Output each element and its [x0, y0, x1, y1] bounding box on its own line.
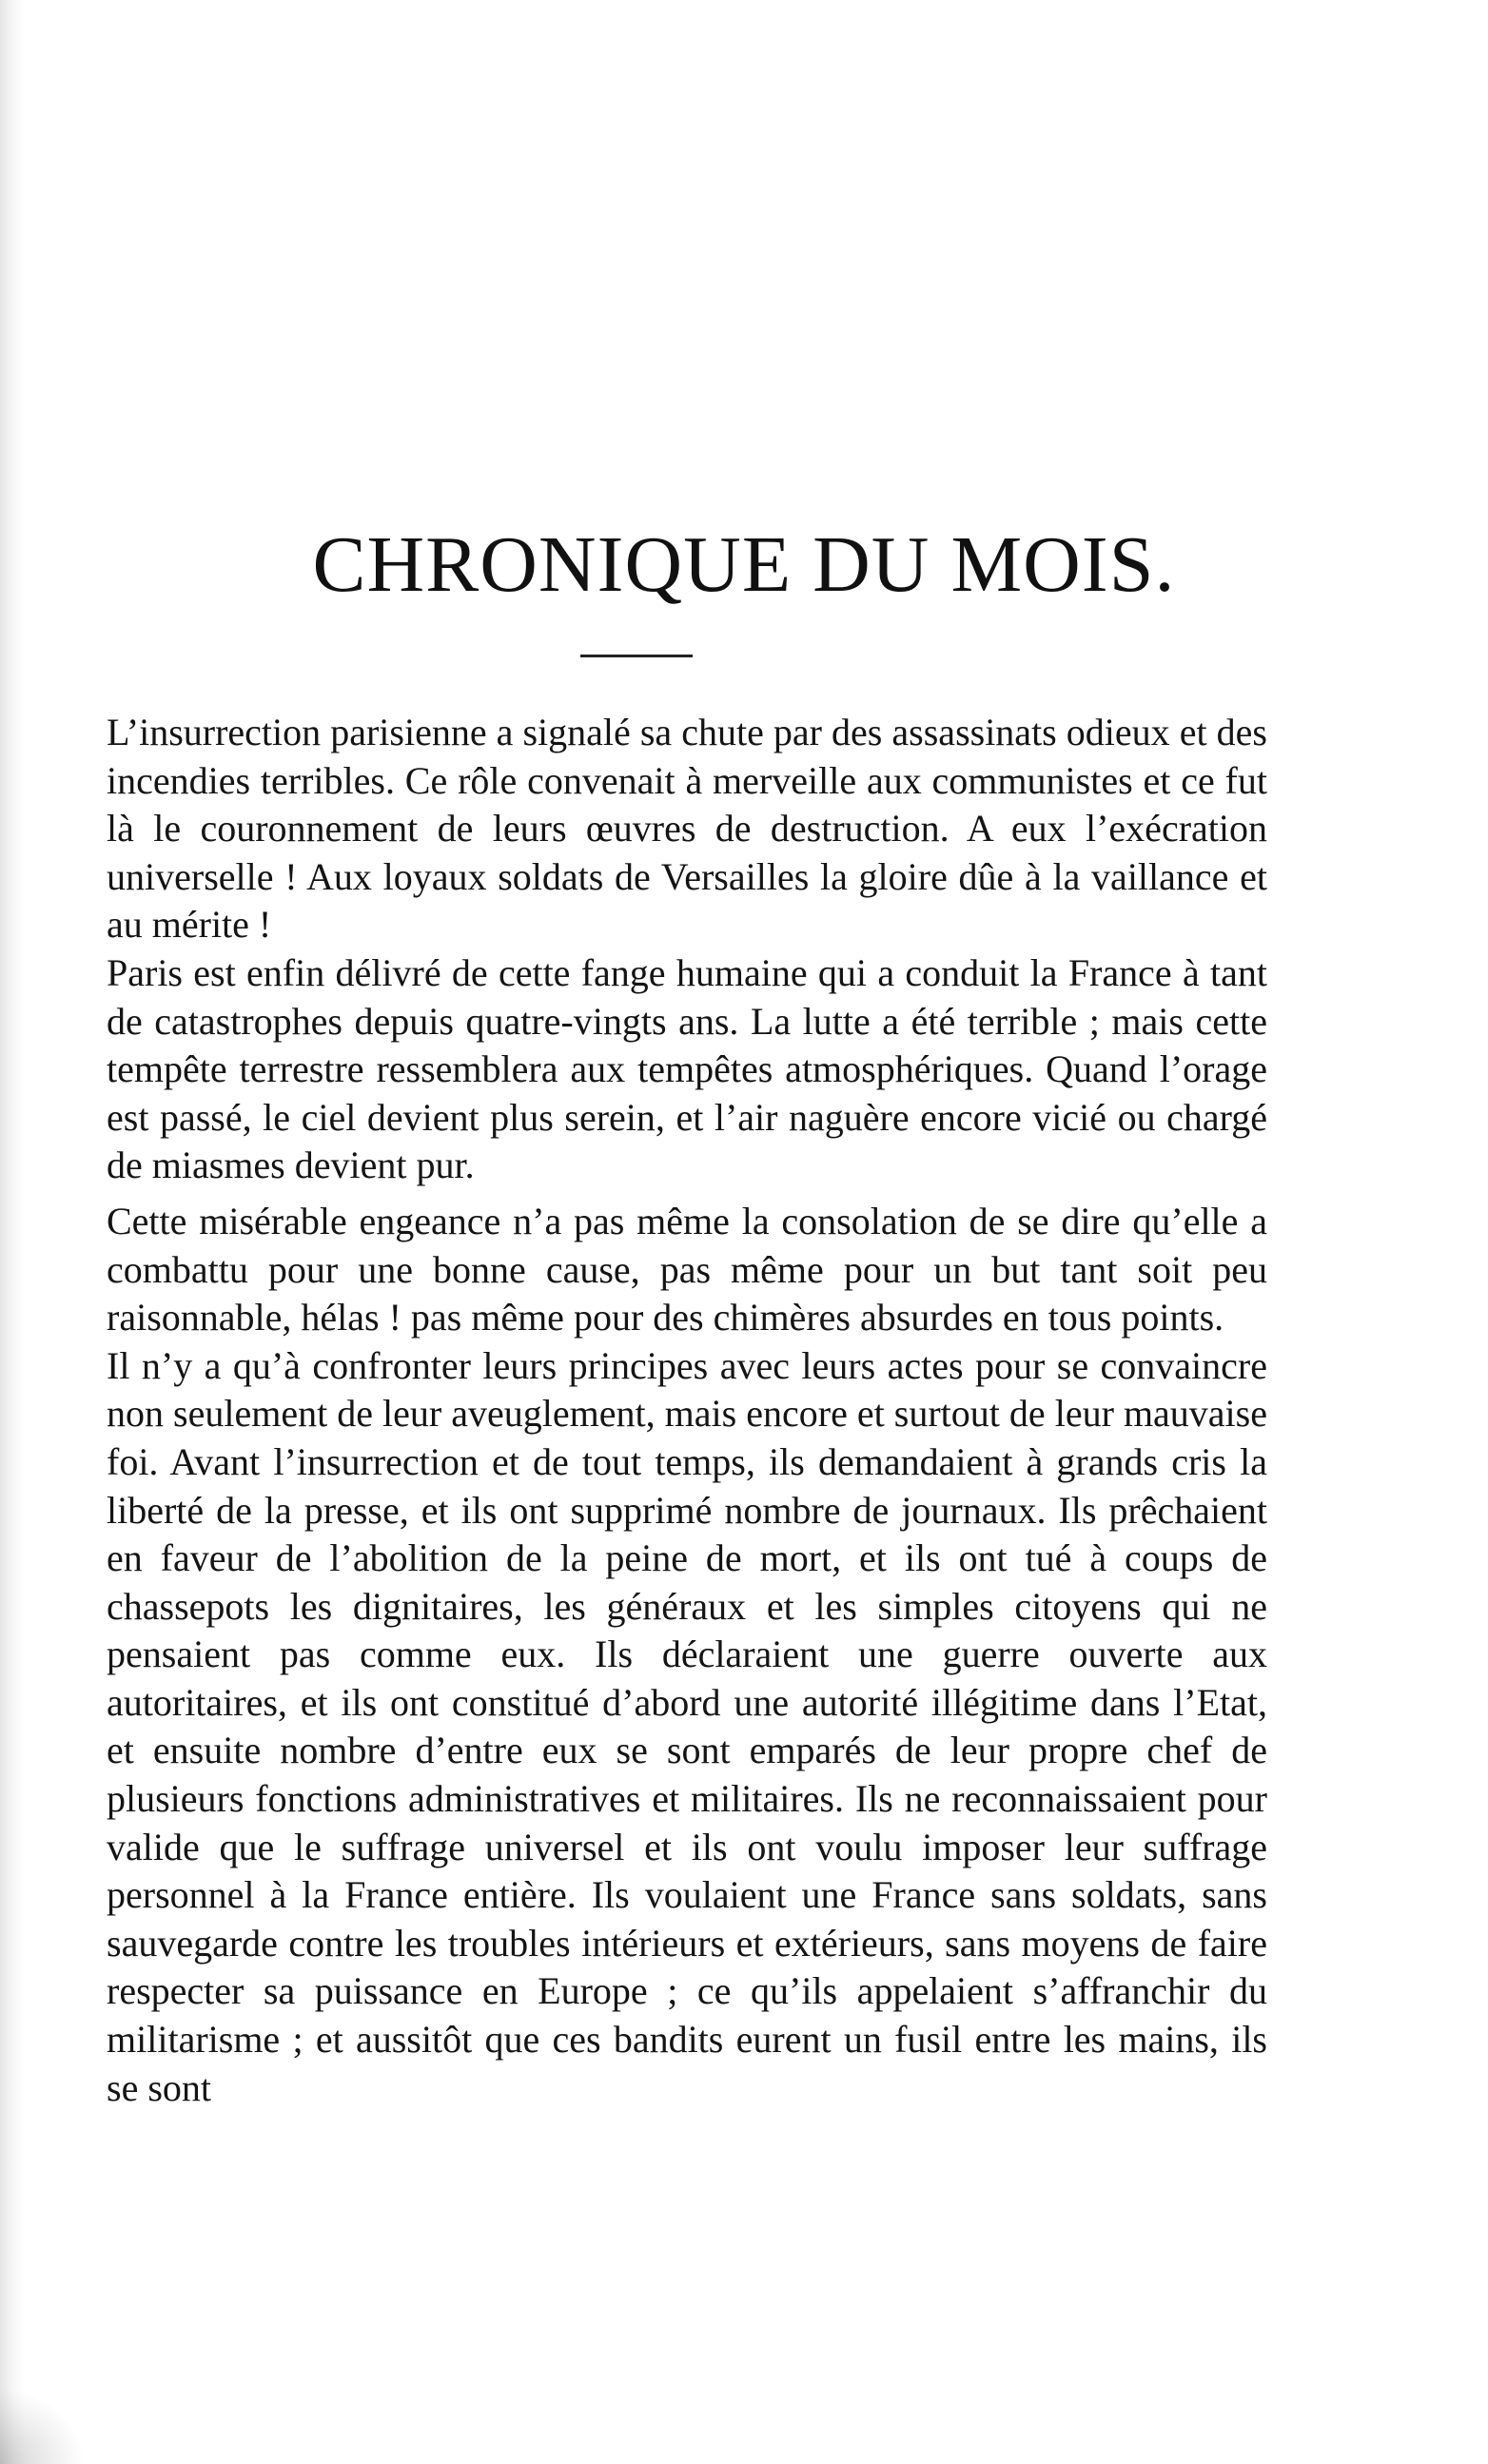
page-title: CHRONIQUE DU MOIS. [312, 520, 1176, 609]
paragraph-4: Il n’y a qu’à confronter leurs principes avec leurs actes pour se convaincre non seulement de leur aveuglement, mais encore et surtout de leur mauvaise foi. Avant l’insurrection et de tout temps, ils demandaient à grands cris la liberté de la presse, et ils ont supprimé nombre de journaux. Ils prêchaient en faveur de l’abolition de la peine de mort, et ils ont tué à coups de chassepots les dignitaires, les généraux et les simples citoyens qui ne pensaient pas comme eux. Ils déclaraient une guerre ouverte aux autoritaires, et ils ont constitué d’abord une autorité illégitime dans l’Etat, et ensuite nombre d’entre eux se sont emparés de leur propre chef de plusieurs fonctions administratives et militaires. Ils ne reconnaissaient pour valide que le suffrage universel et ils ont voulu imposer leur suffrage personnel à la France entière. Ils voulaient une France sans soldats, sans sauvegarde contre les troubles intérieurs et extérieurs, sans moyens de faire respecter sa puissance en Europe ; ce qu’ils appelaient s’affranchir du militarisme ; et aussitôt que ces bandits eurent un fusil entre les mains, ils se sont [107, 1343, 1267, 2109]
article-body [107, 709, 1267, 2112]
scan-left-edge-shadow [0, 0, 25, 2464]
paragraph-1: L’insurrection parisienne a signalé sa chute par des assassinats odieux et des incendies terribles. Ce rôle convenait à merveille aux communistes et ce fut là le couronnement de leurs œuvres de destruction. A eux l’exécration universelle ! Aux loyaux soldats de Versailles la gloire dûe à la vaillance et au mérite ! [107, 711, 1267, 947]
paragraph-2: Paris est enfin délivré de cette fange humaine qui a conduit la France à tant de catastrophes depuis quatre-vingts ans. La lutte a été terrible ; mais cette tempête terrestre ressemblera aux tempêtes atmosphériques. Quand l’orage est passé, le ciel devient plus serein, et l’air naguère encore vicié ou chargé de miasmes devient pur. [107, 950, 1267, 1187]
paragraph-3: Cette misérable engeance n’a pas même la consolation de se dire qu’elle a combattu pour une bonne cause, pas même pour un but tant soit peu raisonnable, hélas ! pas même pour des chimères absurdes en tous points. [107, 1199, 1267, 1340]
title-divider [580, 655, 693, 657]
scan-corner-shadow [0, 2388, 86, 2464]
